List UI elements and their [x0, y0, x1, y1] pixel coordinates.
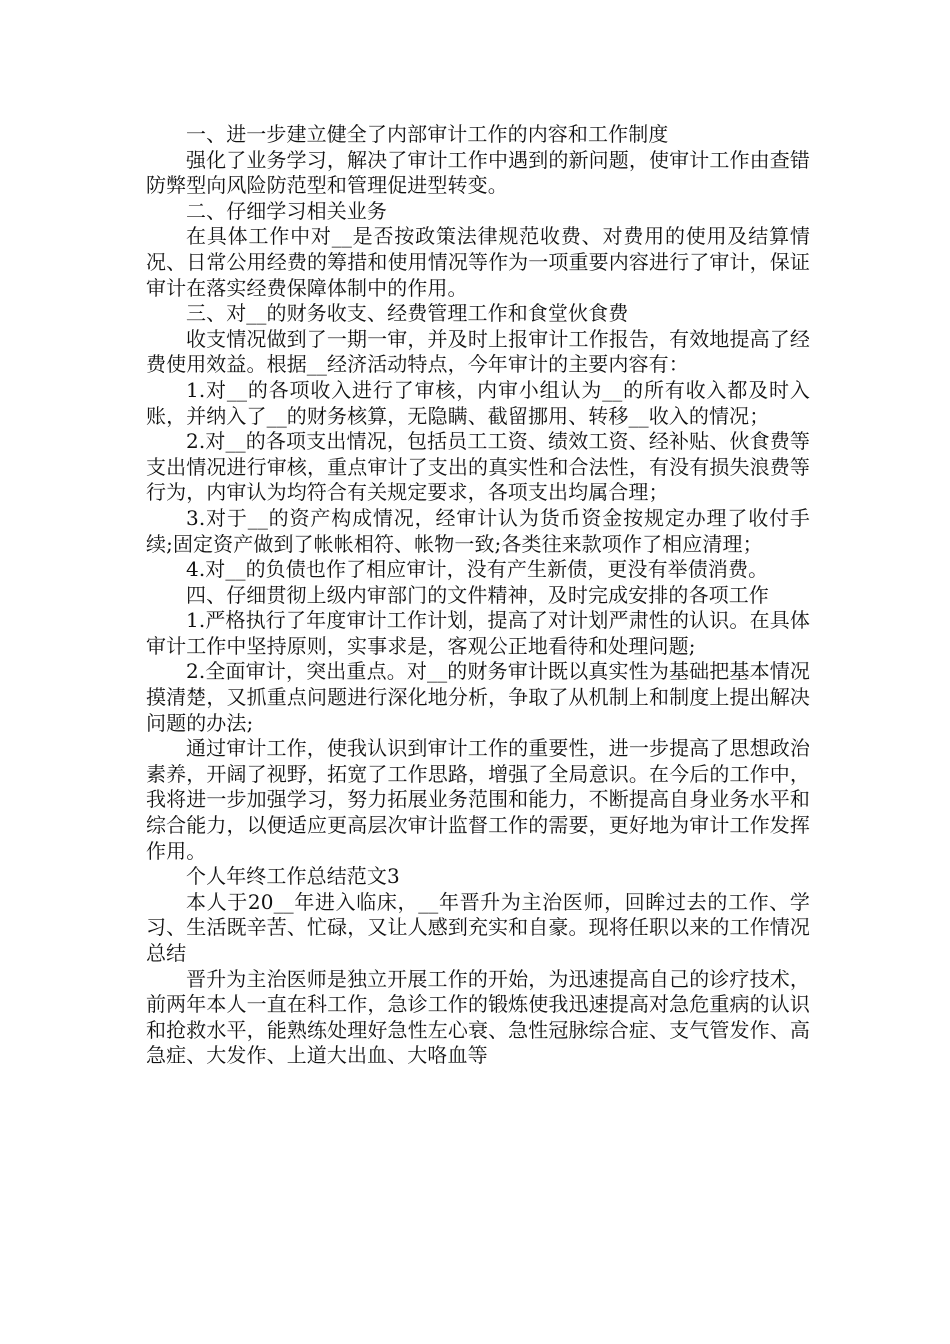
- section-title: 个人年终工作总结范文3: [186, 864, 400, 889]
- paragraph: 晋升为主治医师是独立开展工作的开始，为迅速提高自己的诊疗技术，前两年本人一直在科工作，急诊工作的锻炼使我迅速提高对急危重病的认识和抢救水平，能熟练处理好急性左心衰、急性冠脉综合症、支气管发作、高急症、大发作、上道大出血、大咯血等: [146, 966, 810, 1068]
- list-item: 1.对__的各项收入进行了审核，内审小组认为__的所有收入都及时入账，并纳入了__的财务核算，无隐瞒、截留挪用、转移__收入的情况；: [146, 377, 810, 428]
- paragraph: 通过审计工作，使我认识到审计工作的重要性，进一步提高了思想政治素养，开阔了视野，拓宽了工作思路，增强了全局意识。在今后的工作中，我将进一步加强学习，努力拓展业务范围和能力，不断提高自身业务水平和综合能力，以便适应更高层次审计监督工作的需要，更好地为审计工作发挥作用。: [146, 736, 810, 863]
- paragraph: 在具体工作中对__是否按政策法律规范收费、对费用的使用及结算情况、日常公用经费的筹措和使用情况等作为一项重要内容进行了审计，保证审计在落实经费保障体制中的作用。: [146, 224, 810, 300]
- list-item: 3.对于__的资产构成情况，经审计认为货币资金按规定办理了收付手续;固定资产做到了帐帐相符、帐物一致;各类往来款项作了相应清理；: [146, 505, 810, 556]
- list-item: 4.对__的负债也作了相应审计，没有产生新债，更没有举债消费。: [186, 557, 769, 582]
- document-body: [146, 122, 810, 1069]
- paragraph: 收支情况做到了一期一审，并及时上报审计工作报告，有效地提高了经费使用效益。根据__经济活动特点，今年审计的主要内容有：: [146, 326, 810, 377]
- paragraph: 强化了业务学习，解决了审计工作中遇到的新问题，使审计工作由查错防弊型向风险防范型和管理促进型转变。: [146, 147, 810, 198]
- heading-internal-audit-system: 一、进一步建立健全了内部审计工作的内容和工作制度: [186, 122, 669, 146]
- paragraph: 本人于20__年进入临床，__年晋升为主治医师，回眸过去的工作、学习、生活既辛苦、忙碌，又让人感到充实和自豪。现将任职以来的工作情况总结: [146, 889, 810, 965]
- heading-study-business: 二、仔细学习相关业务: [186, 198, 387, 223]
- list-item: 1.严格执行了年度审计工作计划，提高了对计划严肃性的认识。在具体审计工作中坚持原则，实事求是，客观公正地看待和处理问题;: [146, 608, 810, 658]
- list-item: 2.对__的各项支出情况，包括员工工资、绩效工资、经补贴、伙食费等支出情况进行审核，重点审计了支出的真实性和合法性，有没有损失浪费等行为，内审认为均符合有关规定要求，各项支出均属合理；: [146, 429, 810, 505]
- heading-implement-documents: 四、仔细贯彻上级内审部门的文件精神，及时完成安排的各项工作: [186, 582, 769, 607]
- list-item: 2.全面审计，突出重点。对__的财务审计既以真实性为基础把基本情况摸清楚，又抓重点问题进行深化地分析，争取了从机制上和制度上提出解决问题的办法;: [146, 659, 810, 735]
- heading-finance-audit: 三、对__的财务收支、经费管理工作和食堂伙食费: [186, 301, 629, 326]
